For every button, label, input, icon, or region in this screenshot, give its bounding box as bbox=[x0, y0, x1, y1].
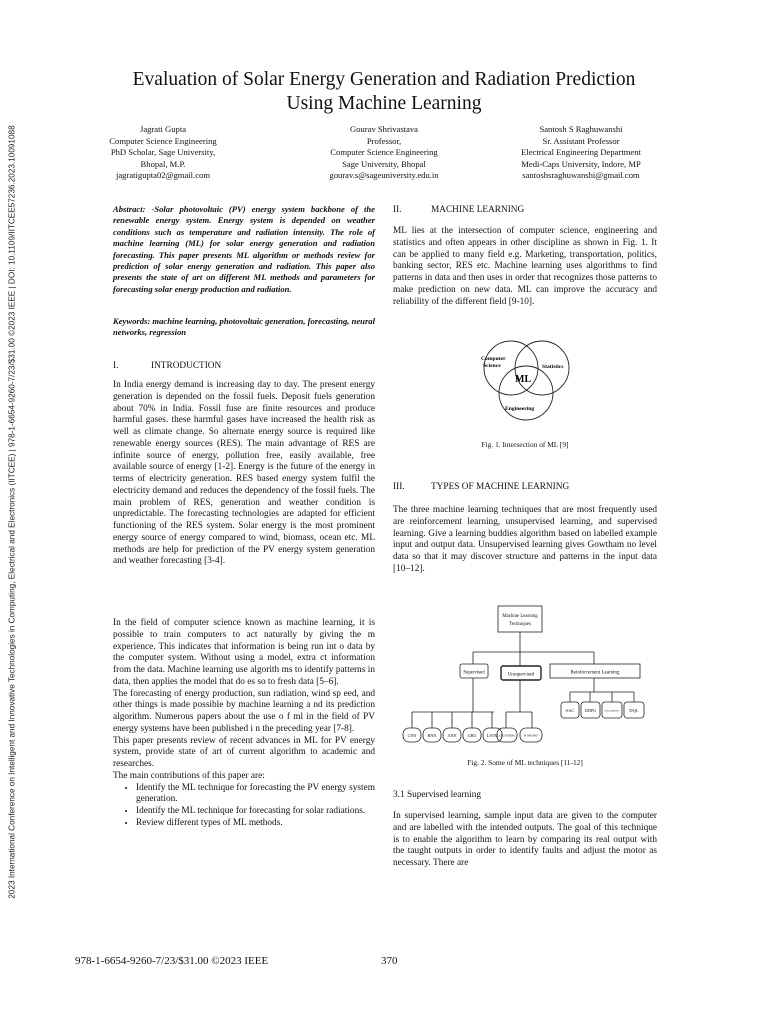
intro-paragraph-5: The main contributions of this paper are: bbox=[113, 770, 265, 781]
section-2-title: MACHINE LEARNING bbox=[431, 205, 525, 215]
supervised-body bbox=[393, 811, 657, 870]
section-1-heading bbox=[113, 361, 221, 371]
intro-body bbox=[113, 380, 375, 568]
author-3-location: Medi-Caps University, Indore, MP bbox=[521, 158, 641, 169]
tree-leaf-label-gru: GRU bbox=[467, 733, 477, 738]
author-block-2 bbox=[318, 124, 450, 182]
intro-paragraph-4: This paper presents review of recent advances in ML for PV energy system, provide state of art of current algorithm to academic and researches. bbox=[113, 735, 375, 769]
author-2-email[interactable]: gourav.s@sageuniversity.edu.in bbox=[329, 170, 439, 180]
author-1-email[interactable]: jagratigupta02@gmail.com bbox=[115, 170, 211, 180]
section-2-heading bbox=[393, 205, 524, 215]
venn-label-ml: ML bbox=[515, 374, 532, 385]
venn-label-statistics: Statistics bbox=[542, 364, 564, 370]
figure-1-venn-diagram bbox=[478, 338, 578, 424]
author-3-email[interactable]: santoshsraghuwanshi@gmail.com bbox=[522, 170, 640, 180]
section-2-number: II. bbox=[393, 205, 402, 215]
footer-copyright: 978-1-6654-9260-7/23/$31.00 ©2023 IEEE bbox=[75, 955, 269, 967]
title-line-2: Using Machine Learning bbox=[286, 93, 482, 114]
figure-2-ml-techniques-tree bbox=[400, 604, 654, 750]
author-1-name: Jagrati Gupta bbox=[139, 124, 187, 134]
keywords: Keywords: machine learning, photovoltaic generation, forecasting, neural networks, regression bbox=[113, 316, 375, 338]
section-3-number: III. bbox=[393, 482, 405, 492]
intro-paragraph-2: In the field of computer science known as machine learning, it is possible to train computers to act naturally by giving the m experience. This indicates that information is being run int o data by the computer system. Without using a model, extra ct information from the data. Machine learning use algorith ms to identify patterns in data, then applies the model that do es so to fresh data [5–6]. bbox=[113, 618, 375, 687]
tree-leaf-label-ann: ANN bbox=[447, 733, 457, 738]
supervised-paragraph-1: In supervised learning, sample input data are given to the computer and are labelled with the intended outputs. The goal of this technique is to enable the algorithm to learn by comparing its real output with the taught outputs in order to identify faults and adjust the motor as necessary. There are bbox=[393, 811, 657, 868]
tree-leaf-label-ddpg: DDPG bbox=[584, 708, 597, 713]
tree-leaf-label-cnn: CNN bbox=[407, 733, 417, 738]
tree-label-unsupervised: Unsupervised bbox=[507, 672, 535, 678]
intro-body-2 bbox=[113, 618, 375, 830]
section-3-heading bbox=[393, 482, 569, 492]
author-block-1 bbox=[98, 124, 228, 182]
intro-paragraph-1: In India energy demand is increasing day to day. The present energy generation is depended on the fossil fuels. Deposit fuels generation about 70% in India. Fossil fuse are finite resources and produce harmful gases. these harmful gases have increased the health risk as well as climate change. So alternate energy source is required like renewable energy sources (RES). The main advantage of RES are infinite source of energy, pollution free, easily available, free available source of energy [1-2]. Energy is the future of the energy in terms of electricity generation. RES based energy system fulfil the electricity demand and reduces the dependency of the fossil fuels. The main problem of RES, generation and weather condition is unpredictable. The forecasting technologies are adapted for efficient functioning of the RES system. Solar energy is the most prominent energy source of energy compared to wind, biomass, ocean etc. ML methods are help for prediction of the PV energy system generation and weather forecasting [3-4]. bbox=[113, 380, 375, 567]
venn-label-engineering: Engineering bbox=[505, 406, 535, 412]
contribution-item-1: • Identify the ML technique for forecasting the PV energy system generation. bbox=[136, 783, 375, 807]
sidebar-citation-text: 2023 International Conference on Intelligent and Innovative Technologies in Computing, Electrical and Electronics (IITCEE) | 978-1-6654-9260-7/23/$31.00 ©2023 IEEE | DOI: 10.1109/IITCEE57236.2023.10091088 bbox=[7, 125, 17, 899]
contribution-item-3: • Review different types of ML methods. bbox=[136, 818, 375, 830]
section-3-title: TYPES OF MACHINE LEARNING bbox=[431, 482, 570, 492]
abstract: Abstract: -Solar photovoltaic (PV) energy system backbone of the renewable energy system. Energy system is depended on weather conditions such as temperature and radiation intensity. The role of machine learning (ML) for solar energy generation and radiation forecasting. This paper presents ML algorithm or methods review for prediction of solar energy generation and radiation. This paper also presents the state of art on different ML methods and parameters for forecasting solar energy production and radiation. bbox=[113, 204, 375, 294]
ml-body bbox=[393, 226, 657, 308]
title-line-1: Evaluation of Solar Energy Generation and Radiation Prediction bbox=[132, 69, 636, 90]
author-block-3 bbox=[508, 124, 654, 182]
author-1-location: Bhopal, M.P. bbox=[140, 158, 186, 169]
tree-root-label-line1: Machine Learning bbox=[502, 614, 538, 619]
author-1-dept: Computer Science Engineering bbox=[109, 135, 217, 146]
figure-1-caption: Fig. 1. Intersection of ML [9] bbox=[481, 440, 569, 449]
tree-label-supervised: Supervised bbox=[463, 670, 485, 676]
figure-2-caption: Fig. 2. Some of ML techniques [11-12] bbox=[467, 758, 583, 767]
tree-leaf-label-rnn: RNN bbox=[427, 733, 437, 738]
contribution-list bbox=[113, 783, 375, 830]
sidebar-citation bbox=[2, 0, 22, 1024]
section-1-number: I. bbox=[113, 361, 119, 371]
types-paragraph-1: The three machine learning techniques that are most frequently used are reinforcement learning, unsupervised learning, and supervised learning. Give a learning buddies algorithm based on labelled example input and output data. Unsupervised learning gives Gowtham no level data so that it may discover structure and patterns in the input data [10–12]. bbox=[393, 505, 657, 574]
author-3-dept: Electrical Engineering Department bbox=[521, 147, 641, 157]
types-body bbox=[393, 505, 657, 576]
author-2-dept: Computer Science Engineering bbox=[330, 147, 438, 157]
author-3-name: Santosh S Raghuwanshi bbox=[539, 124, 623, 134]
ml-paragraph-1: ML lies at the intersection of computer science, engineering and statistics and often appears in other discipline as shown in Fig. 1. It can be applied to many field e.g. Marketing, transportation, politics, banking sector, RES etc. Machine learning uses algorithms to find patterns in data and then uses in order that recognizes those patterns to make prediction on new data. ML can improve the accuracy and reliability of the different field [9-10]. bbox=[393, 226, 657, 307]
tree-label-reinforcement: Reinforcement Learning bbox=[570, 670, 620, 676]
tree-leaf-label-qlearning: Q-LEARNING bbox=[604, 709, 620, 713]
paper-title bbox=[90, 68, 678, 116]
page-number: 370 bbox=[381, 955, 398, 967]
section-1-title: INTRODUCTION bbox=[151, 361, 222, 371]
author-3-role: Sr. Assistant Professor bbox=[542, 135, 620, 146]
tree-leaf-label-clustering: CLUSTERING bbox=[498, 734, 516, 738]
tree-node-root bbox=[498, 606, 542, 632]
subsection-3-1-heading: 3.1 Supervised learning bbox=[393, 790, 482, 800]
author-1-role: PhD Scholar, Sage University, bbox=[110, 147, 216, 157]
author-2-role: Professor, bbox=[366, 135, 402, 146]
tree-root-label-line2: Techniques bbox=[509, 622, 531, 627]
tree-leaf-label-dql: DQL bbox=[629, 708, 639, 713]
contribution-item-2: • Identify the ML technique for forecasting for solar radiations. bbox=[136, 806, 375, 818]
author-2-name: Gourav Shrivastava bbox=[349, 124, 419, 134]
venn-label-cs-line2: Science bbox=[483, 363, 501, 369]
intro-paragraph-3: The forecasting of energy production, sun radiation, wind sp eed, and other things is made possible by machine learning a nd its prediction algorithm. Numerous papers about the use o f ml in the field of PV energy systems have been published i n the preceding year [7-8]. bbox=[113, 688, 375, 734]
tree-leaf-label-kmeans: K-MEANS bbox=[524, 733, 538, 738]
author-2-location: Sage University, Bhopal bbox=[342, 158, 426, 169]
tree-leaf-label-lstm: LSTM bbox=[486, 733, 499, 738]
venn-label-cs-line1: Computer bbox=[481, 356, 506, 362]
tree-leaf-label-sac: SAC bbox=[565, 708, 575, 713]
